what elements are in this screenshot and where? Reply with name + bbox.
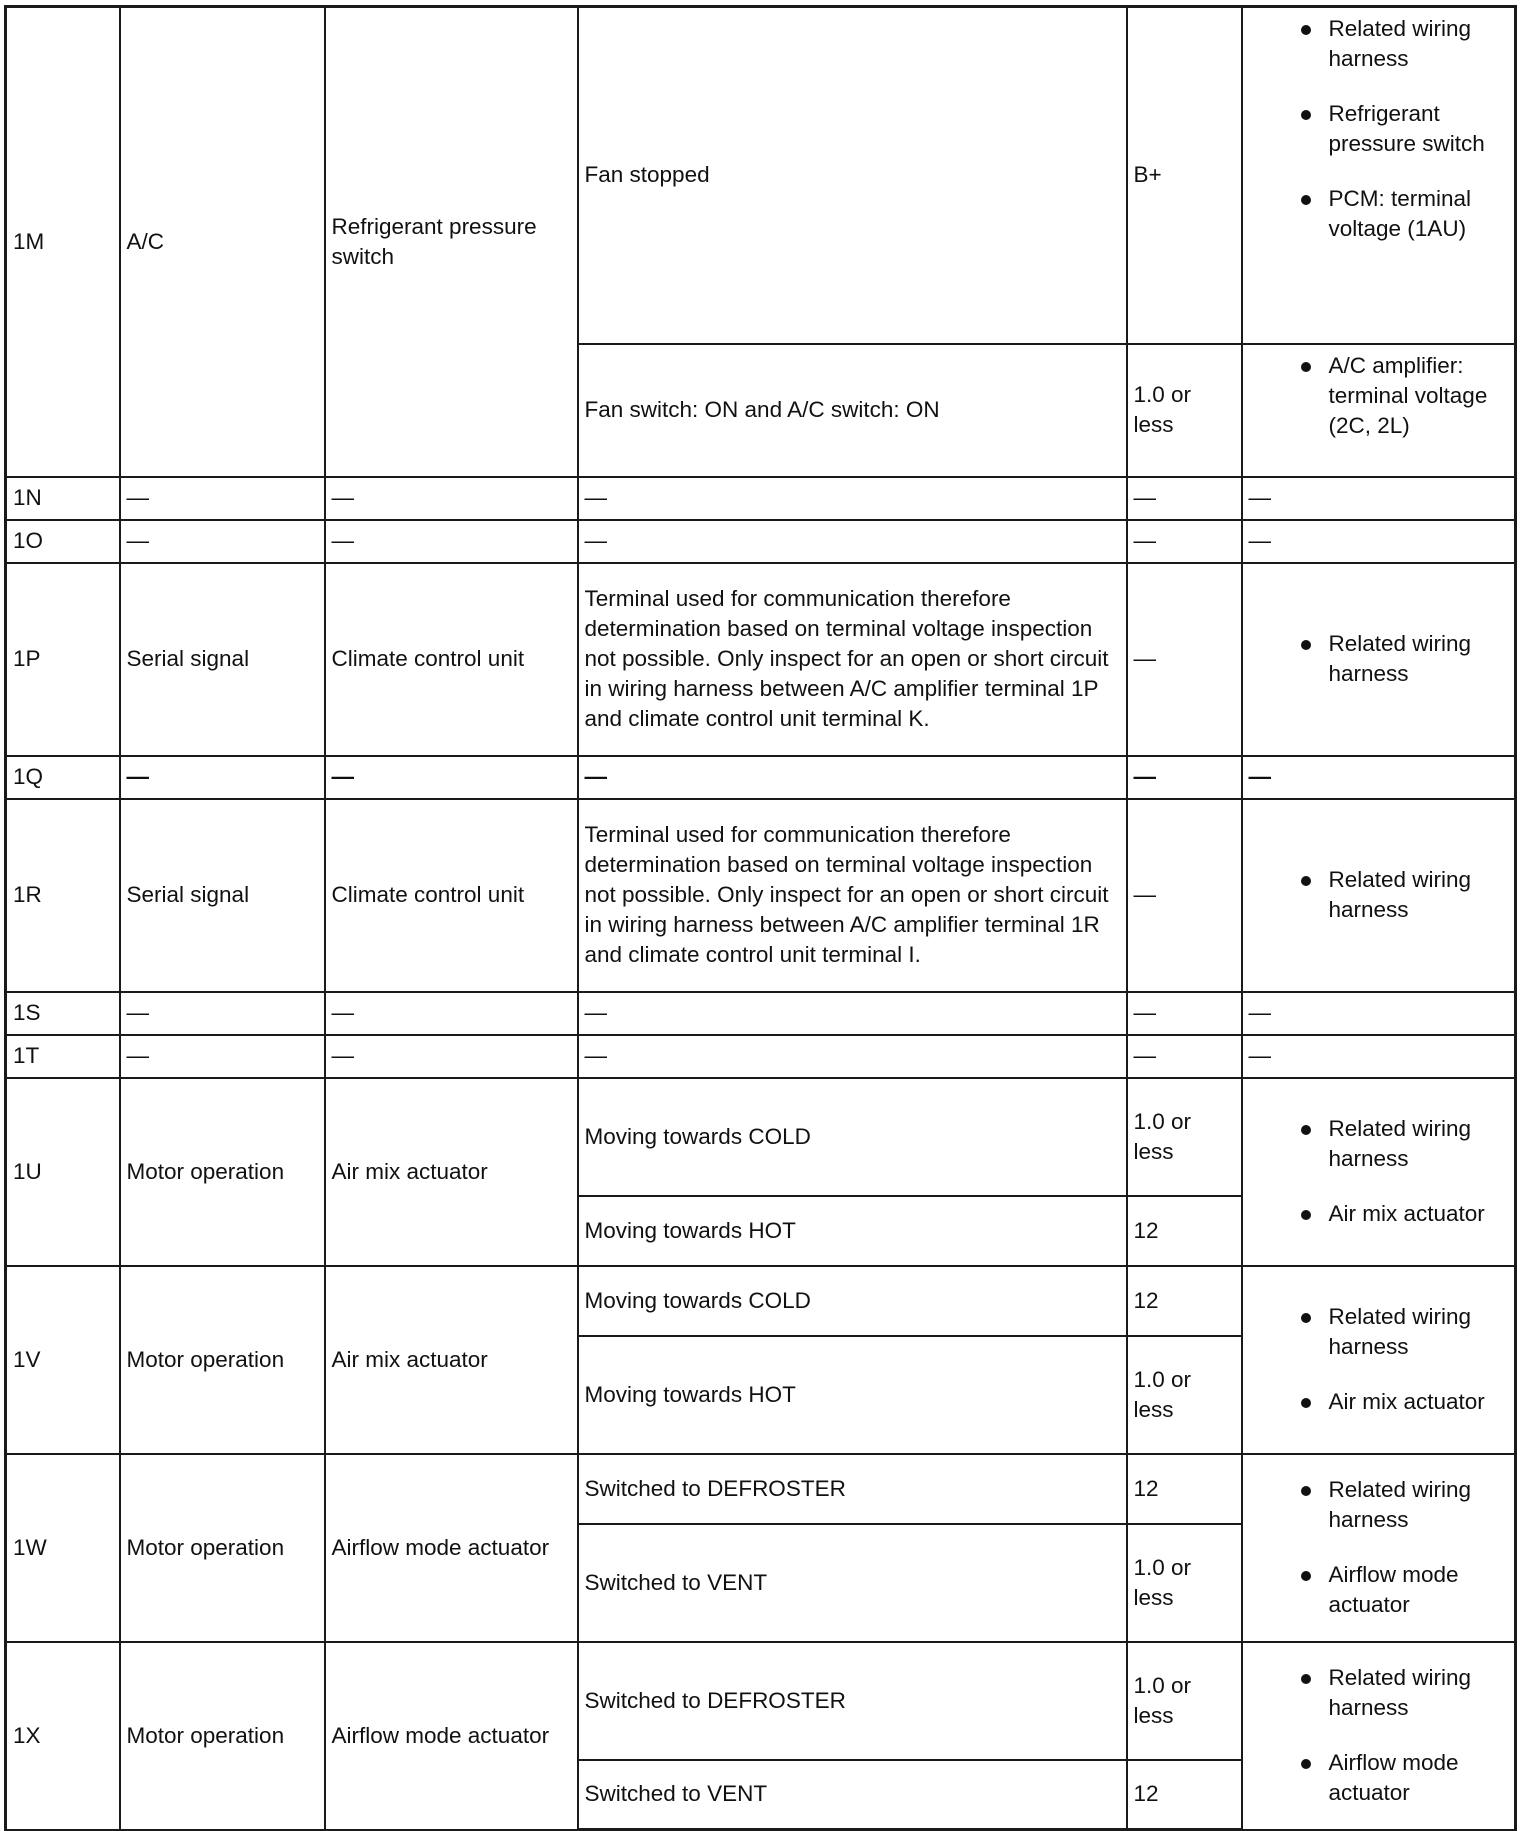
inspection-cell: —	[1242, 477, 1516, 520]
terminal-cell: 1R	[6, 799, 120, 992]
signal-cell: —	[120, 477, 325, 520]
voltage-cell: —	[1127, 477, 1242, 520]
inspection-cell: —	[1242, 520, 1516, 563]
table-row	[6, 1266, 1516, 1336]
list-item: Refrigerant pressure switch	[1249, 99, 1511, 159]
table-row	[6, 1078, 1516, 1196]
connected-to-cell: Air mix actuator	[325, 1078, 578, 1266]
voltage-cell: 12	[1127, 1266, 1242, 1336]
condition-cell: Moving towards HOT	[578, 1196, 1127, 1266]
table-row	[6, 563, 1516, 756]
condition-cell: Switched to DEFROSTER	[578, 1454, 1127, 1524]
inspection-cell	[1242, 7, 1516, 344]
signal-cell: —	[120, 756, 325, 799]
voltage-cell: —	[1127, 756, 1242, 799]
inspection-cell	[1242, 563, 1516, 756]
connected-to-cell: Climate control unit	[325, 799, 578, 992]
inspection-cell	[1242, 1642, 1516, 1830]
connected-to-cell: —	[325, 477, 578, 520]
table-row	[6, 520, 1516, 563]
connected-to-cell: —	[325, 756, 578, 799]
list-item: Airflow mode actuator	[1249, 1560, 1511, 1620]
inspection-cell	[1242, 344, 1516, 477]
signal-cell: Motor operation	[120, 1642, 325, 1830]
terminal-cell: 1X	[6, 1642, 120, 1830]
inspection-cell	[1242, 1078, 1516, 1266]
list-item: Related wiring harness	[1249, 865, 1511, 925]
list-item: Related wiring harness	[1249, 1114, 1511, 1174]
voltage-cell: 1.0 or less	[1127, 1336, 1242, 1454]
condition-cell: —	[578, 477, 1127, 520]
condition-cell: —	[578, 756, 1127, 799]
list-item: Air mix actuator	[1249, 1199, 1511, 1229]
condition-cell: —	[578, 992, 1127, 1035]
terminal-voltage-table	[4, 5, 1517, 1831]
voltage-cell: B+	[1127, 7, 1242, 344]
signal-cell: A/C	[120, 7, 325, 477]
connected-to-cell: Air mix actuator	[325, 1266, 578, 1454]
terminal-cell: 1P	[6, 563, 120, 756]
voltage-cell: 1.0 or less	[1127, 1078, 1242, 1196]
list-item: PCM: terminal voltage (1AU)	[1249, 184, 1511, 244]
voltage-cell: —	[1127, 1035, 1242, 1078]
inspection-cell	[1242, 1454, 1516, 1642]
signal-cell: —	[120, 520, 325, 563]
list-item: Related wiring harness	[1249, 14, 1511, 74]
connected-to-cell: Climate control unit	[325, 563, 578, 756]
inspection-cell: —	[1242, 992, 1516, 1035]
condition-cell: Moving towards COLD	[578, 1266, 1127, 1336]
table-row	[6, 477, 1516, 520]
condition-cell: Switched to VENT	[578, 1524, 1127, 1642]
terminal-cell: 1S	[6, 992, 120, 1035]
table-row	[6, 756, 1516, 799]
condition-cell: Terminal used for communication therefore determination based on terminal voltage inspection not possible. Only inspect for an open or short circuit in wiring harness between A/C amplifier terminal 1R and climate control unit terminal I.	[578, 799, 1127, 992]
voltage-cell: 12	[1127, 1196, 1242, 1266]
signal-cell: Motor operation	[120, 1266, 325, 1454]
inspection-cell	[1242, 799, 1516, 992]
connected-to-cell: Airflow mode actuator	[325, 1642, 578, 1830]
inspection-cell: —	[1242, 1035, 1516, 1078]
list-item: Related wiring harness	[1249, 1475, 1511, 1535]
list-item: Air mix actuator	[1249, 1387, 1511, 1417]
terminal-cell: 1W	[6, 1454, 120, 1642]
list-item: Related wiring harness	[1249, 1302, 1511, 1362]
voltage-cell: —	[1127, 520, 1242, 563]
table-row	[6, 7, 1516, 344]
voltage-cell: 12	[1127, 1454, 1242, 1524]
signal-cell: Motor operation	[120, 1078, 325, 1266]
table-row	[6, 1642, 1516, 1760]
list-item: Related wiring harness	[1249, 629, 1511, 689]
terminal-cell: 1N	[6, 477, 120, 520]
condition-cell: Moving towards COLD	[578, 1078, 1127, 1196]
voltage-cell: —	[1127, 992, 1242, 1035]
table-row	[6, 799, 1516, 992]
signal-cell: Serial signal	[120, 563, 325, 756]
connected-to-cell: —	[325, 1035, 578, 1078]
voltage-cell: 1.0 or less	[1127, 344, 1242, 477]
condition-cell: Terminal used for communication therefore determination based on terminal voltage inspection not possible. Only inspect for an open or short circuit in wiring harness between A/C amplifier terminal 1P and climate control unit terminal K.	[578, 563, 1127, 756]
voltage-cell: 1.0 or less	[1127, 1524, 1242, 1642]
list-item: Airflow mode actuator	[1249, 1748, 1511, 1808]
terminal-cell: 1O	[6, 520, 120, 563]
terminal-cell: 1T	[6, 1035, 120, 1078]
connected-to-cell: Airflow mode actuator	[325, 1454, 578, 1642]
connected-to-cell: Refrigerant pressure switch	[325, 7, 578, 477]
list-item: Related wiring harness	[1249, 1663, 1511, 1723]
inspection-cell: —	[1242, 756, 1516, 799]
terminal-cell: 1U	[6, 1078, 120, 1266]
terminal-cell: 1Q	[6, 756, 120, 799]
condition-cell: Switched to VENT	[578, 1760, 1127, 1830]
condition-cell: —	[578, 520, 1127, 563]
signal-cell: —	[120, 992, 325, 1035]
signal-cell: —	[120, 1035, 325, 1078]
voltage-cell: —	[1127, 799, 1242, 992]
condition-cell: Fan switch: ON and A/C switch: ON	[578, 344, 1127, 477]
table-row	[6, 1035, 1516, 1078]
voltage-cell: 1.0 or less	[1127, 1642, 1242, 1760]
terminal-cell: 1M	[6, 7, 120, 477]
inspection-cell	[1242, 1266, 1516, 1454]
table-row	[6, 992, 1516, 1035]
condition-cell: —	[578, 1035, 1127, 1078]
terminal-cell: 1V	[6, 1266, 120, 1454]
connected-to-cell: —	[325, 520, 578, 563]
connected-to-cell: —	[325, 992, 578, 1035]
condition-cell: Moving towards HOT	[578, 1336, 1127, 1454]
voltage-cell: —	[1127, 563, 1242, 756]
signal-cell: Serial signal	[120, 799, 325, 992]
table-row	[6, 1454, 1516, 1524]
condition-cell: Switched to DEFROSTER	[578, 1642, 1127, 1760]
condition-cell: Fan stopped	[578, 7, 1127, 344]
list-item: A/C amplifier: terminal voltage (2C, 2L)	[1249, 351, 1511, 441]
voltage-cell: 12	[1127, 1760, 1242, 1830]
signal-cell: Motor operation	[120, 1454, 325, 1642]
